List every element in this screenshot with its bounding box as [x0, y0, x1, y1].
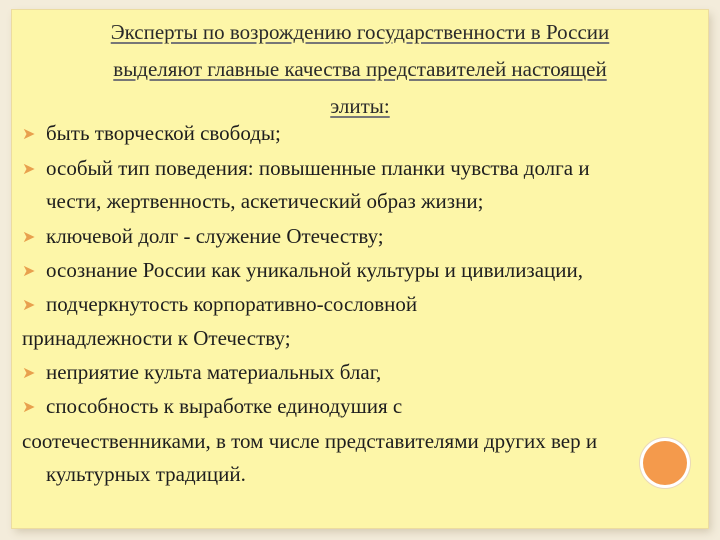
arrow-bullet-icon: ➤ — [22, 397, 36, 416]
arrow-bullet-icon: ➤ — [22, 227, 36, 246]
slide-title — [60, 14, 660, 125]
list-item-continuation: принадлежности к Отечеству; — [22, 326, 291, 350]
title-line-2: выделяют главные качества представителей настоящей — [113, 57, 607, 81]
list-item: ➤ быть творческой свободы; — [22, 121, 281, 145]
title-line-1: Эксперты по возрождению государственности в России — [110, 20, 610, 44]
list-item: ➤ неприятие культа материальных благ, — [22, 360, 382, 384]
list-item-continuation: культурных традиций. — [46, 462, 246, 486]
arrow-bullet-icon: ➤ — [22, 261, 36, 280]
arrow-bullet-icon: ➤ — [22, 124, 36, 143]
list-item-continuation: соотечественниками, в том числе представителями других вер и — [22, 429, 598, 453]
list-item: ➤ особый тип поведения: повышенные планки чувства долга и — [22, 156, 590, 180]
title-line-3: элиты: — [330, 94, 390, 118]
arrow-bullet-icon: ➤ — [22, 159, 36, 178]
list-item: ➤ подчеркнутость корпоративно-сословной — [22, 292, 418, 316]
decorative-circle — [643, 441, 687, 485]
arrow-bullet-icon: ➤ — [22, 295, 36, 314]
list-item: ➤ ключевой долг - служение Отечеству; — [22, 224, 384, 248]
list-item: ➤ способность к выработке единодушия с — [22, 394, 403, 418]
list-item: ➤ осознание России как уникальной культуры и цивилизации, — [22, 258, 584, 282]
arrow-bullet-icon: ➤ — [22, 363, 36, 382]
list-item-continuation: чести, жертвенность, аскетический образ жизни; — [46, 189, 484, 213]
